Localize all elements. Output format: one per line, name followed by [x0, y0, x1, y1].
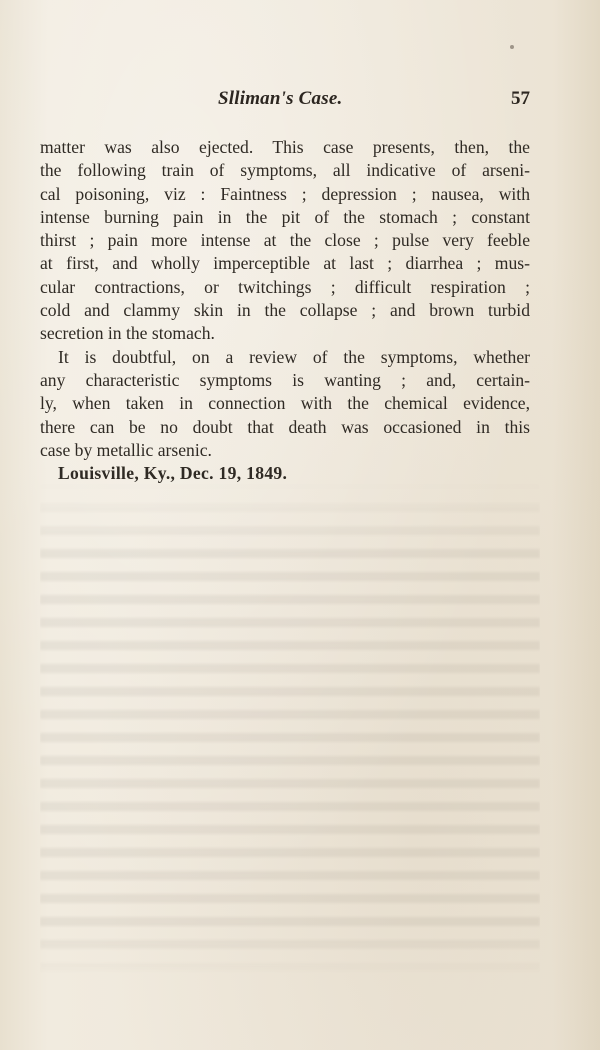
paragraph-end-line: secretion in the stomach. — [40, 323, 215, 344]
text-line: intense burning pain in the pit of the stomach ; constant — [40, 206, 530, 227]
ink-speck — [510, 45, 514, 49]
text-line: there can be no doubt that death was occasioned in this — [40, 416, 530, 437]
text-line: matter was also ejected. This case presents, then, the — [40, 137, 530, 157]
text-line: cal poisoning, viz : Faintness ; depression ; nausea, with — [40, 183, 530, 204]
text-line: cold and clammy skin in the collapse ; and brown turbid — [40, 300, 530, 321]
signoff-dateline: Louisville, Ky., Dec. 19, 1849. — [58, 463, 288, 484]
text-line: at first, and wholly imperceptible at last ; diarrhea ; mus- — [40, 253, 530, 274]
text-line: the following train of symptoms, all indicative of arseni- — [40, 160, 530, 181]
paragraph-start-line: It is doubtful, on a review of the symptoms, whether — [58, 346, 530, 367]
running-head: Slliman's Case. — [218, 88, 343, 109]
bleed-through-texture — [40, 480, 540, 980]
page-number: 57 — [511, 88, 530, 109]
text-line: ly, when taken in connection with the chemical evidence, — [40, 393, 530, 414]
text-line: thirst ; pain more intense at the close ; pulse very feeble — [40, 230, 530, 251]
paragraph-end-line: case by metallic arsenic. — [40, 439, 212, 460]
body-text — [40, 136, 530, 485]
text-line: any characteristic symptoms is wanting ; and, certain- — [40, 369, 530, 390]
text-line: cular contractions, or twitchings ; difficult respiration ; — [40, 276, 530, 297]
page-header — [40, 88, 530, 114]
